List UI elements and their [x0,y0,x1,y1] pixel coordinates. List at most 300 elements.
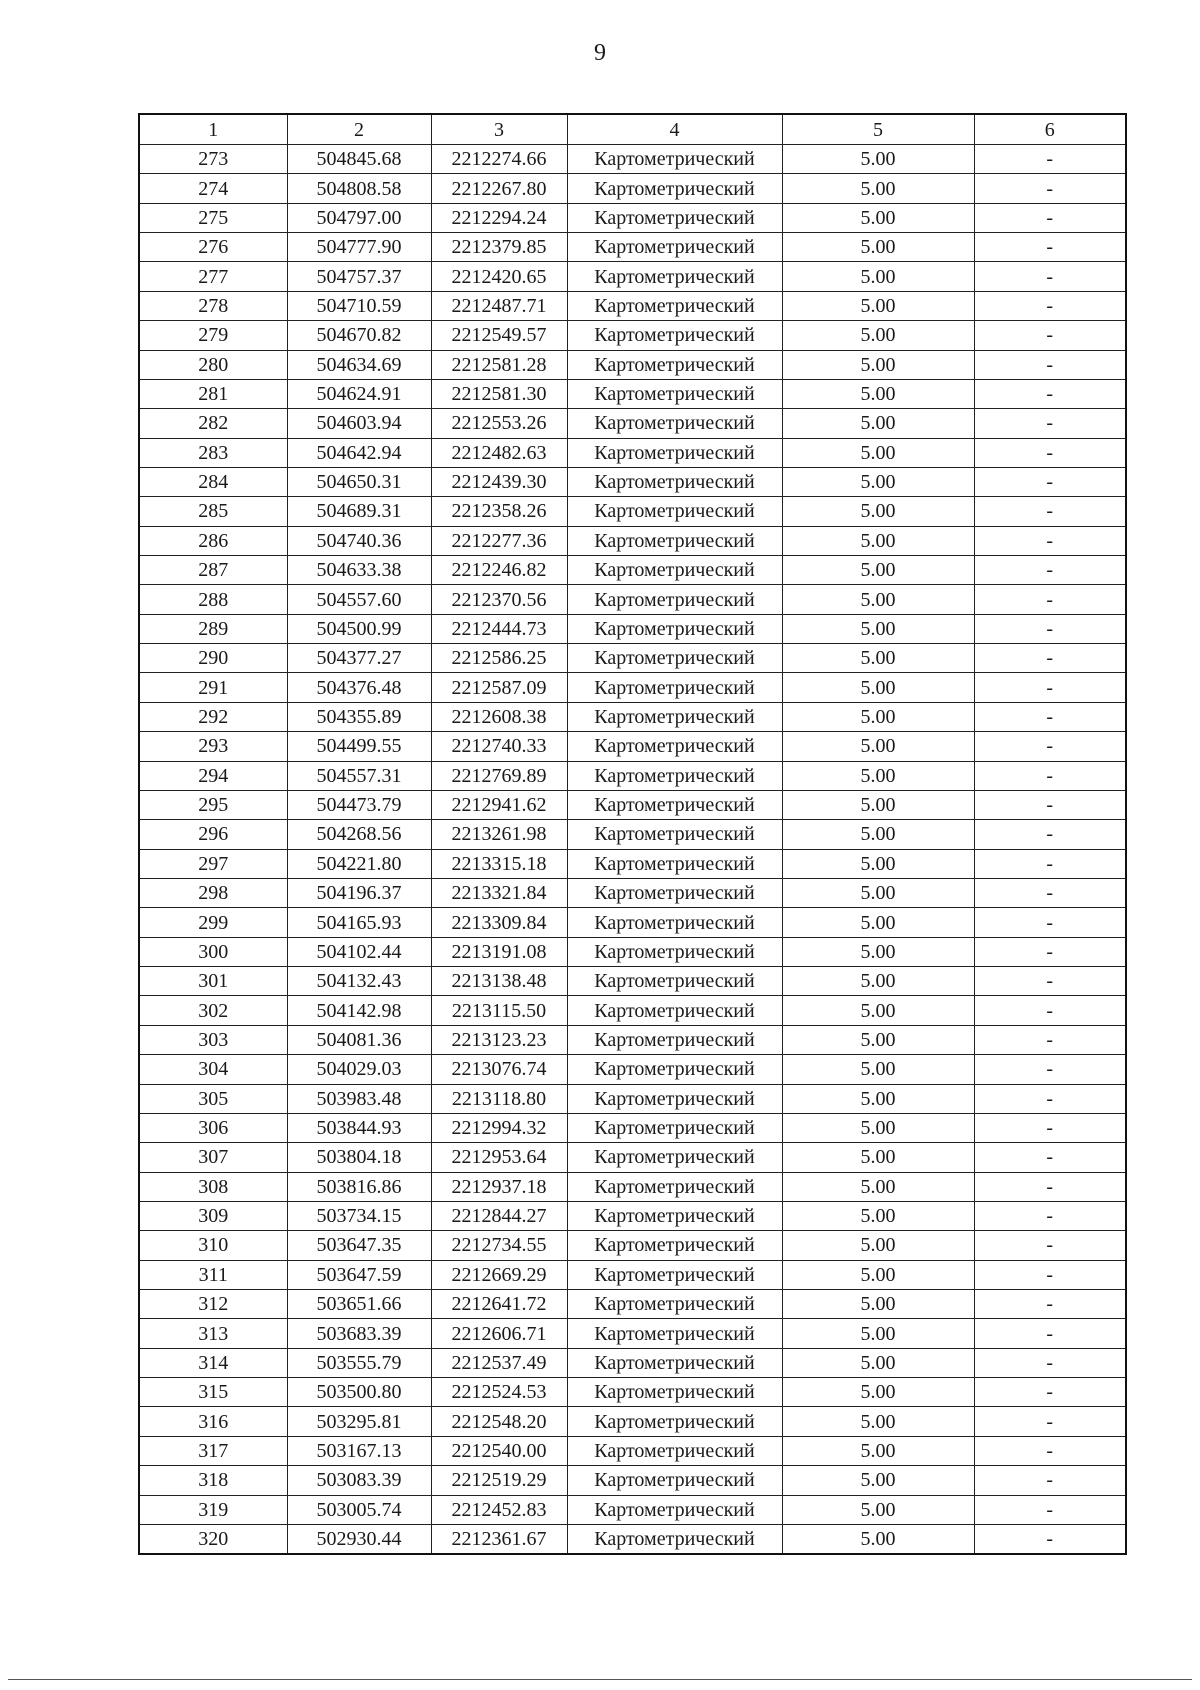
table-row [139,1290,1126,1319]
note-cell: - [974,878,1126,907]
accuracy-cell: 5.00 [782,1378,974,1407]
table-row [139,1055,1126,1084]
y-coordinate-cell: 2212370.56 [431,585,567,614]
note-cell: - [974,409,1126,438]
point-number-cell: 281 [139,379,287,408]
x-coordinate-cell: 504740.36 [287,526,431,555]
y-coordinate-cell: 2212669.29 [431,1260,567,1289]
y-coordinate-cell: 2213315.18 [431,849,567,878]
note-cell: - [974,585,1126,614]
y-coordinate-cell: 2213191.08 [431,937,567,966]
note-cell: - [974,1084,1126,1113]
method-cell: Картометрический [567,702,782,731]
note-cell: - [974,1113,1126,1142]
table-row [139,585,1126,614]
method-cell: Картометрический [567,614,782,643]
y-coordinate-cell: 2212439.30 [431,467,567,496]
accuracy-cell: 5.00 [782,1495,974,1524]
method-cell: Картометрический [567,1524,782,1554]
table-row [139,1407,1126,1436]
method-cell: Картометрический [567,1378,782,1407]
accuracy-cell: 5.00 [782,585,974,614]
method-cell: Картометрический [567,849,782,878]
method-cell: Картометрический [567,1172,782,1201]
point-number-cell: 280 [139,350,287,379]
accuracy-cell: 5.00 [782,233,974,262]
method-cell: Картометрический [567,1466,782,1495]
accuracy-cell: 5.00 [782,262,974,291]
method-cell: Картометрический [567,1201,782,1230]
accuracy-cell: 5.00 [782,673,974,702]
note-cell: - [974,1025,1126,1054]
accuracy-cell: 5.00 [782,1084,974,1113]
x-coordinate-cell: 504196.37 [287,878,431,907]
x-coordinate-cell: 503167.13 [287,1436,431,1465]
point-number-cell: 302 [139,996,287,1025]
note-cell: - [974,967,1126,996]
table-row [139,1113,1126,1142]
note-cell: - [974,1319,1126,1348]
table-row [139,790,1126,819]
x-coordinate-cell: 504376.48 [287,673,431,702]
accuracy-cell: 5.00 [782,203,974,232]
method-cell: Картометрический [567,1407,782,1436]
point-number-cell: 299 [139,908,287,937]
note-cell: - [974,438,1126,467]
y-coordinate-cell: 2213115.50 [431,996,567,1025]
table-row [139,291,1126,320]
y-coordinate-cell: 2212581.30 [431,379,567,408]
accuracy-cell: 5.00 [782,614,974,643]
accuracy-cell: 5.00 [782,908,974,937]
table-row [139,1084,1126,1113]
y-coordinate-cell: 2212641.72 [431,1290,567,1319]
point-number-cell: 283 [139,438,287,467]
method-cell: Картометрический [567,321,782,350]
x-coordinate-cell: 504557.60 [287,585,431,614]
note-cell: - [974,1466,1126,1495]
point-number-cell: 301 [139,967,287,996]
note-cell: - [974,1290,1126,1319]
note-cell: - [974,1348,1126,1377]
table-row [139,908,1126,937]
note-cell: - [974,1436,1126,1465]
table-row [139,1143,1126,1172]
method-cell: Картометрический [567,409,782,438]
accuracy-cell: 5.00 [782,1025,974,1054]
y-coordinate-cell: 2212953.64 [431,1143,567,1172]
note-cell: - [974,644,1126,673]
table-row [139,1260,1126,1289]
y-coordinate-cell: 2212844.27 [431,1201,567,1230]
table-row [139,1466,1126,1495]
y-coordinate-cell: 2212487.71 [431,291,567,320]
point-number-cell: 278 [139,291,287,320]
accuracy-cell: 5.00 [782,1436,974,1465]
table-header-row [139,114,1126,145]
y-coordinate-cell: 2213309.84 [431,908,567,937]
method-cell: Картометрический [567,1113,782,1142]
accuracy-cell: 5.00 [782,849,974,878]
column-header: 1 [139,114,287,145]
x-coordinate-cell: 504808.58 [287,174,431,203]
x-coordinate-cell: 504500.99 [287,614,431,643]
note-cell: - [974,203,1126,232]
point-number-cell: 286 [139,526,287,555]
table-row [139,262,1126,291]
note-cell: - [974,790,1126,819]
accuracy-cell: 5.00 [782,1201,974,1230]
table-row [139,379,1126,408]
x-coordinate-cell: 504102.44 [287,937,431,966]
note-cell: - [974,379,1126,408]
table-row [139,233,1126,262]
y-coordinate-cell: 2212937.18 [431,1172,567,1201]
note-cell: - [974,820,1126,849]
accuracy-cell: 5.00 [782,1055,974,1084]
x-coordinate-cell: 504499.55 [287,732,431,761]
y-coordinate-cell: 2212379.85 [431,233,567,262]
x-coordinate-cell: 504029.03 [287,1055,431,1084]
coordinates-table [138,113,1127,1555]
table-row [139,467,1126,496]
point-number-cell: 297 [139,849,287,878]
method-cell: Картометрический [567,379,782,408]
y-coordinate-cell: 2212246.82 [431,556,567,585]
y-coordinate-cell: 2212548.20 [431,1407,567,1436]
x-coordinate-cell: 504689.31 [287,497,431,526]
point-number-cell: 284 [139,467,287,496]
method-cell: Картометрический [567,1260,782,1289]
table-row [139,1319,1126,1348]
column-header: 3 [431,114,567,145]
note-cell: - [974,614,1126,643]
method-cell: Картометрический [567,262,782,291]
method-cell: Картометрический [567,996,782,1025]
method-cell: Картометрический [567,937,782,966]
point-number-cell: 289 [139,614,287,643]
point-number-cell: 291 [139,673,287,702]
y-coordinate-cell: 2212606.71 [431,1319,567,1348]
point-number-cell: 315 [139,1378,287,1407]
accuracy-cell: 5.00 [782,1260,974,1289]
note-cell: - [974,145,1126,174]
table-row [139,203,1126,232]
method-cell: Картометрический [567,585,782,614]
point-number-cell: 309 [139,1201,287,1230]
x-coordinate-cell: 504268.56 [287,820,431,849]
y-coordinate-cell: 2212740.33 [431,732,567,761]
x-coordinate-cell: 503500.80 [287,1378,431,1407]
method-cell: Картометрический [567,673,782,702]
note-cell: - [974,1260,1126,1289]
method-cell: Картометрический [567,497,782,526]
point-number-cell: 306 [139,1113,287,1142]
method-cell: Картометрический [567,1319,782,1348]
table-row [139,1524,1126,1554]
note-cell: - [974,673,1126,702]
method-cell: Картометрический [567,350,782,379]
point-number-cell: 285 [139,497,287,526]
method-cell: Картометрический [567,1290,782,1319]
method-cell: Картометрический [567,820,782,849]
point-number-cell: 300 [139,937,287,966]
y-coordinate-cell: 2212444.73 [431,614,567,643]
accuracy-cell: 5.00 [782,1524,974,1554]
y-coordinate-cell: 2212274.66 [431,145,567,174]
table-row [139,673,1126,702]
x-coordinate-cell: 503804.18 [287,1143,431,1172]
point-number-cell: 296 [139,820,287,849]
table-row [139,820,1126,849]
point-number-cell: 313 [139,1319,287,1348]
y-coordinate-cell: 2213123.23 [431,1025,567,1054]
x-coordinate-cell: 504603.94 [287,409,431,438]
x-coordinate-cell: 504377.27 [287,644,431,673]
x-coordinate-cell: 503734.15 [287,1201,431,1230]
y-coordinate-cell: 2213138.48 [431,967,567,996]
y-coordinate-cell: 2212358.26 [431,497,567,526]
accuracy-cell: 5.00 [782,761,974,790]
x-coordinate-cell: 503844.93 [287,1113,431,1142]
note-cell: - [974,1143,1126,1172]
table-row [139,996,1126,1025]
point-number-cell: 293 [139,732,287,761]
point-number-cell: 320 [139,1524,287,1554]
table-row [139,1436,1126,1465]
note-cell: - [974,497,1126,526]
accuracy-cell: 5.00 [782,350,974,379]
table-row [139,1495,1126,1524]
method-cell: Картометрический [567,1495,782,1524]
x-coordinate-cell: 504473.79 [287,790,431,819]
x-coordinate-cell: 504845.68 [287,145,431,174]
accuracy-cell: 5.00 [782,379,974,408]
table-body [139,114,1126,1554]
y-coordinate-cell: 2212608.38 [431,702,567,731]
note-cell: - [974,350,1126,379]
point-number-cell: 316 [139,1407,287,1436]
point-number-cell: 312 [139,1290,287,1319]
accuracy-cell: 5.00 [782,1290,974,1319]
point-number-cell: 305 [139,1084,287,1113]
x-coordinate-cell: 504757.37 [287,262,431,291]
table-row [139,761,1126,790]
accuracy-cell: 5.00 [782,732,974,761]
point-number-cell: 290 [139,644,287,673]
method-cell: Картометрический [567,761,782,790]
x-coordinate-cell: 502930.44 [287,1524,431,1554]
accuracy-cell: 5.00 [782,438,974,467]
point-number-cell: 303 [139,1025,287,1054]
point-number-cell: 307 [139,1143,287,1172]
x-coordinate-cell: 504710.59 [287,291,431,320]
note-cell: - [974,761,1126,790]
x-coordinate-cell: 503683.39 [287,1319,431,1348]
accuracy-cell: 5.00 [782,409,974,438]
point-number-cell: 304 [139,1055,287,1084]
point-number-cell: 273 [139,145,287,174]
method-cell: Картометрический [567,1231,782,1260]
table-row [139,1378,1126,1407]
column-header: 2 [287,114,431,145]
point-number-cell: 287 [139,556,287,585]
table-row [139,1201,1126,1230]
note-cell: - [974,291,1126,320]
x-coordinate-cell: 503816.86 [287,1172,431,1201]
table-row [139,1348,1126,1377]
accuracy-cell: 5.00 [782,497,974,526]
point-number-cell: 276 [139,233,287,262]
note-cell: - [974,908,1126,937]
x-coordinate-cell: 503005.74 [287,1495,431,1524]
x-coordinate-cell: 503983.48 [287,1084,431,1113]
table-row [139,702,1126,731]
point-number-cell: 277 [139,262,287,291]
accuracy-cell: 5.00 [782,1231,974,1260]
method-cell: Картометрический [567,1348,782,1377]
accuracy-cell: 5.00 [782,937,974,966]
point-number-cell: 288 [139,585,287,614]
note-cell: - [974,1407,1126,1436]
accuracy-cell: 5.00 [782,1113,974,1142]
note-cell: - [974,849,1126,878]
note-cell: - [974,262,1126,291]
accuracy-cell: 5.00 [782,526,974,555]
method-cell: Картометрический [567,145,782,174]
x-coordinate-cell: 504132.43 [287,967,431,996]
table-row [139,644,1126,673]
y-coordinate-cell: 2212941.62 [431,790,567,819]
x-coordinate-cell: 504165.93 [287,908,431,937]
x-coordinate-cell: 503647.59 [287,1260,431,1289]
x-coordinate-cell: 504650.31 [287,467,431,496]
table-row [139,732,1126,761]
accuracy-cell: 5.00 [782,1143,974,1172]
accuracy-cell: 5.00 [782,820,974,849]
table-row [139,174,1126,203]
note-cell: - [974,937,1126,966]
y-coordinate-cell: 2212581.28 [431,350,567,379]
note-cell: - [974,1201,1126,1230]
y-coordinate-cell: 2212361.67 [431,1524,567,1554]
x-coordinate-cell: 504557.31 [287,761,431,790]
table-row [139,556,1126,585]
table-row [139,878,1126,907]
y-coordinate-cell: 2213321.84 [431,878,567,907]
method-cell: Картометрический [567,1084,782,1113]
method-cell: Картометрический [567,233,782,262]
point-number-cell: 292 [139,702,287,731]
method-cell: Картометрический [567,790,782,819]
y-coordinate-cell: 2212769.89 [431,761,567,790]
point-number-cell: 314 [139,1348,287,1377]
column-header: 5 [782,114,974,145]
table-row [139,526,1126,555]
accuracy-cell: 5.00 [782,790,974,819]
method-cell: Картометрический [567,732,782,761]
y-coordinate-cell: 2212267.80 [431,174,567,203]
point-number-cell: 308 [139,1172,287,1201]
y-coordinate-cell: 2212994.32 [431,1113,567,1142]
y-coordinate-cell: 2213118.80 [431,1084,567,1113]
y-coordinate-cell: 2213076.74 [431,1055,567,1084]
x-coordinate-cell: 504081.36 [287,1025,431,1054]
y-coordinate-cell: 2212734.55 [431,1231,567,1260]
table-row [139,937,1126,966]
method-cell: Картометрический [567,526,782,555]
method-cell: Картометрический [567,967,782,996]
x-coordinate-cell: 504634.69 [287,350,431,379]
accuracy-cell: 5.00 [782,702,974,731]
table-row [139,1025,1126,1054]
table-row [139,1231,1126,1260]
method-cell: Картометрический [567,467,782,496]
accuracy-cell: 5.00 [782,996,974,1025]
table-row [139,1172,1126,1201]
method-cell: Картометрический [567,1143,782,1172]
x-coordinate-cell: 504797.00 [287,203,431,232]
x-coordinate-cell: 504670.82 [287,321,431,350]
table-row [139,350,1126,379]
accuracy-cell: 5.00 [782,967,974,996]
table-row [139,145,1126,174]
page-number: 9 [594,40,606,66]
table-row [139,321,1126,350]
note-cell: - [974,174,1126,203]
method-cell: Картометрический [567,291,782,320]
x-coordinate-cell: 504642.94 [287,438,431,467]
table-row [139,409,1126,438]
method-cell: Картометрический [567,1055,782,1084]
method-cell: Картометрический [567,203,782,232]
table-row [139,967,1126,996]
x-coordinate-cell: 503651.66 [287,1290,431,1319]
accuracy-cell: 5.00 [782,174,974,203]
x-coordinate-cell: 504355.89 [287,702,431,731]
x-coordinate-cell: 503555.79 [287,1348,431,1377]
y-coordinate-cell: 2212420.65 [431,262,567,291]
method-cell: Картометрический [567,878,782,907]
accuracy-cell: 5.00 [782,1172,974,1201]
method-cell: Картометрический [567,1025,782,1054]
x-coordinate-cell: 504633.38 [287,556,431,585]
note-cell: - [974,702,1126,731]
x-coordinate-cell: 503295.81 [287,1407,431,1436]
note-cell: - [974,1495,1126,1524]
x-coordinate-cell: 504624.91 [287,379,431,408]
column-header: 6 [974,114,1126,145]
x-coordinate-cell: 503647.35 [287,1231,431,1260]
y-coordinate-cell: 2213261.98 [431,820,567,849]
note-cell: - [974,526,1126,555]
accuracy-cell: 5.00 [782,1466,974,1495]
y-coordinate-cell: 2212549.57 [431,321,567,350]
point-number-cell: 275 [139,203,287,232]
point-number-cell: 318 [139,1466,287,1495]
x-coordinate-cell: 503083.39 [287,1466,431,1495]
y-coordinate-cell: 2212482.63 [431,438,567,467]
point-number-cell: 294 [139,761,287,790]
x-coordinate-cell: 504777.90 [287,233,431,262]
accuracy-cell: 5.00 [782,556,974,585]
accuracy-cell: 5.00 [782,1319,974,1348]
point-number-cell: 282 [139,409,287,438]
y-coordinate-cell: 2212537.49 [431,1348,567,1377]
accuracy-cell: 5.00 [782,145,974,174]
method-cell: Картометрический [567,908,782,937]
method-cell: Картометрический [567,556,782,585]
